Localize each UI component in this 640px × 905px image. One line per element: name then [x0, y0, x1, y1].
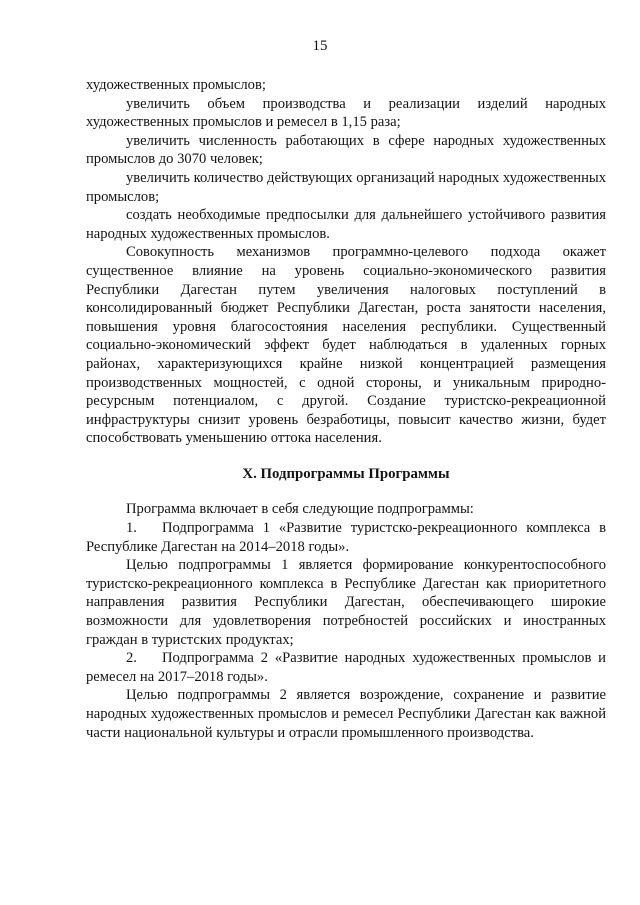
list-item-number: 2.: [126, 650, 137, 667]
paragraph-goal-organizations: увеличить количество действующих организаций народных художественных промыслов;: [86, 169, 606, 205]
document-body: [86, 76, 606, 742]
list-item-text: Подпрограмма 1 «Развитие туристско-рекреационного комплекса в Республике Дагестан на 2014–2018 годы».: [86, 520, 606, 555]
list-item-text: Подпрограмма 2 «Развитие народных художественных промыслов и ремесел на 2017–2018 годы».: [86, 650, 606, 685]
paragraph-subprogram-2-goal: Целью подпрограммы 2 является возрождение, сохранение и развитие народных художественных промыслов и ремесел Республики Дагестан как важной части национальной культуры и отрасли промышленного производства.: [86, 687, 606, 741]
paragraph-program-intro: Программа включает в себя следующие подпрограммы:: [126, 501, 474, 518]
list-item-subprogram-2: [86, 649, 606, 686]
list-item-number: 1.: [126, 520, 137, 537]
page-number: 15: [312, 38, 328, 54]
paragraph-effect: Совокупность механизмов программно-целевого подхода окажет существенное влияние на уровень социально-экономического развития Республики Дагестан путем увеличения налоговых поступлений в консолидированный бюджет Республики Дагестан, роста занятости населения, повышения уровня благосостояния населения республики. Существенный социально-экономический эффект будет наблюдаться в удаленных горных районах, характеризующихся крайне низкой концентрацией размещения производственных мощностей, с одной стороны, и уникальным природно-ресурсным потенциалом, с другой. Создание туристско-рекреационной инфраструктуры снизит уровень безработицы, повысит качество жизни, будет способствовать уменьшению оттока населения.: [86, 244, 606, 447]
paragraph-goal-prerequisites: создать необходимые предпосылки для дальнейшего устойчивого развития народных художественных промыслов.: [86, 207, 606, 242]
paragraph-goal-production: увеличить объем производства и реализации изделий народных художественных промыслов и ремесел в 1,15 раза;: [86, 95, 606, 131]
paragraph-goal-workers: увеличить численность работающих в сфере народных художественных промыслов до 3070 человек;: [86, 132, 606, 168]
section-heading: X. Подпрограммы Программы: [242, 465, 450, 482]
list-item-subprogram-1: [86, 519, 606, 556]
paragraph-continuation: художественных промыслов;: [86, 77, 266, 93]
paragraph-subprogram-1-goal: Целью подпрограммы 1 является формирование конкурентоспособного туристско-рекреационного комплекса в Республике Дагестан как приоритетного направления развития Республики Дагестан, обеспечивающего широкие возможности для удовлетворения потребностей российских и иностранных граждан в туристских продуктах;: [86, 557, 606, 648]
